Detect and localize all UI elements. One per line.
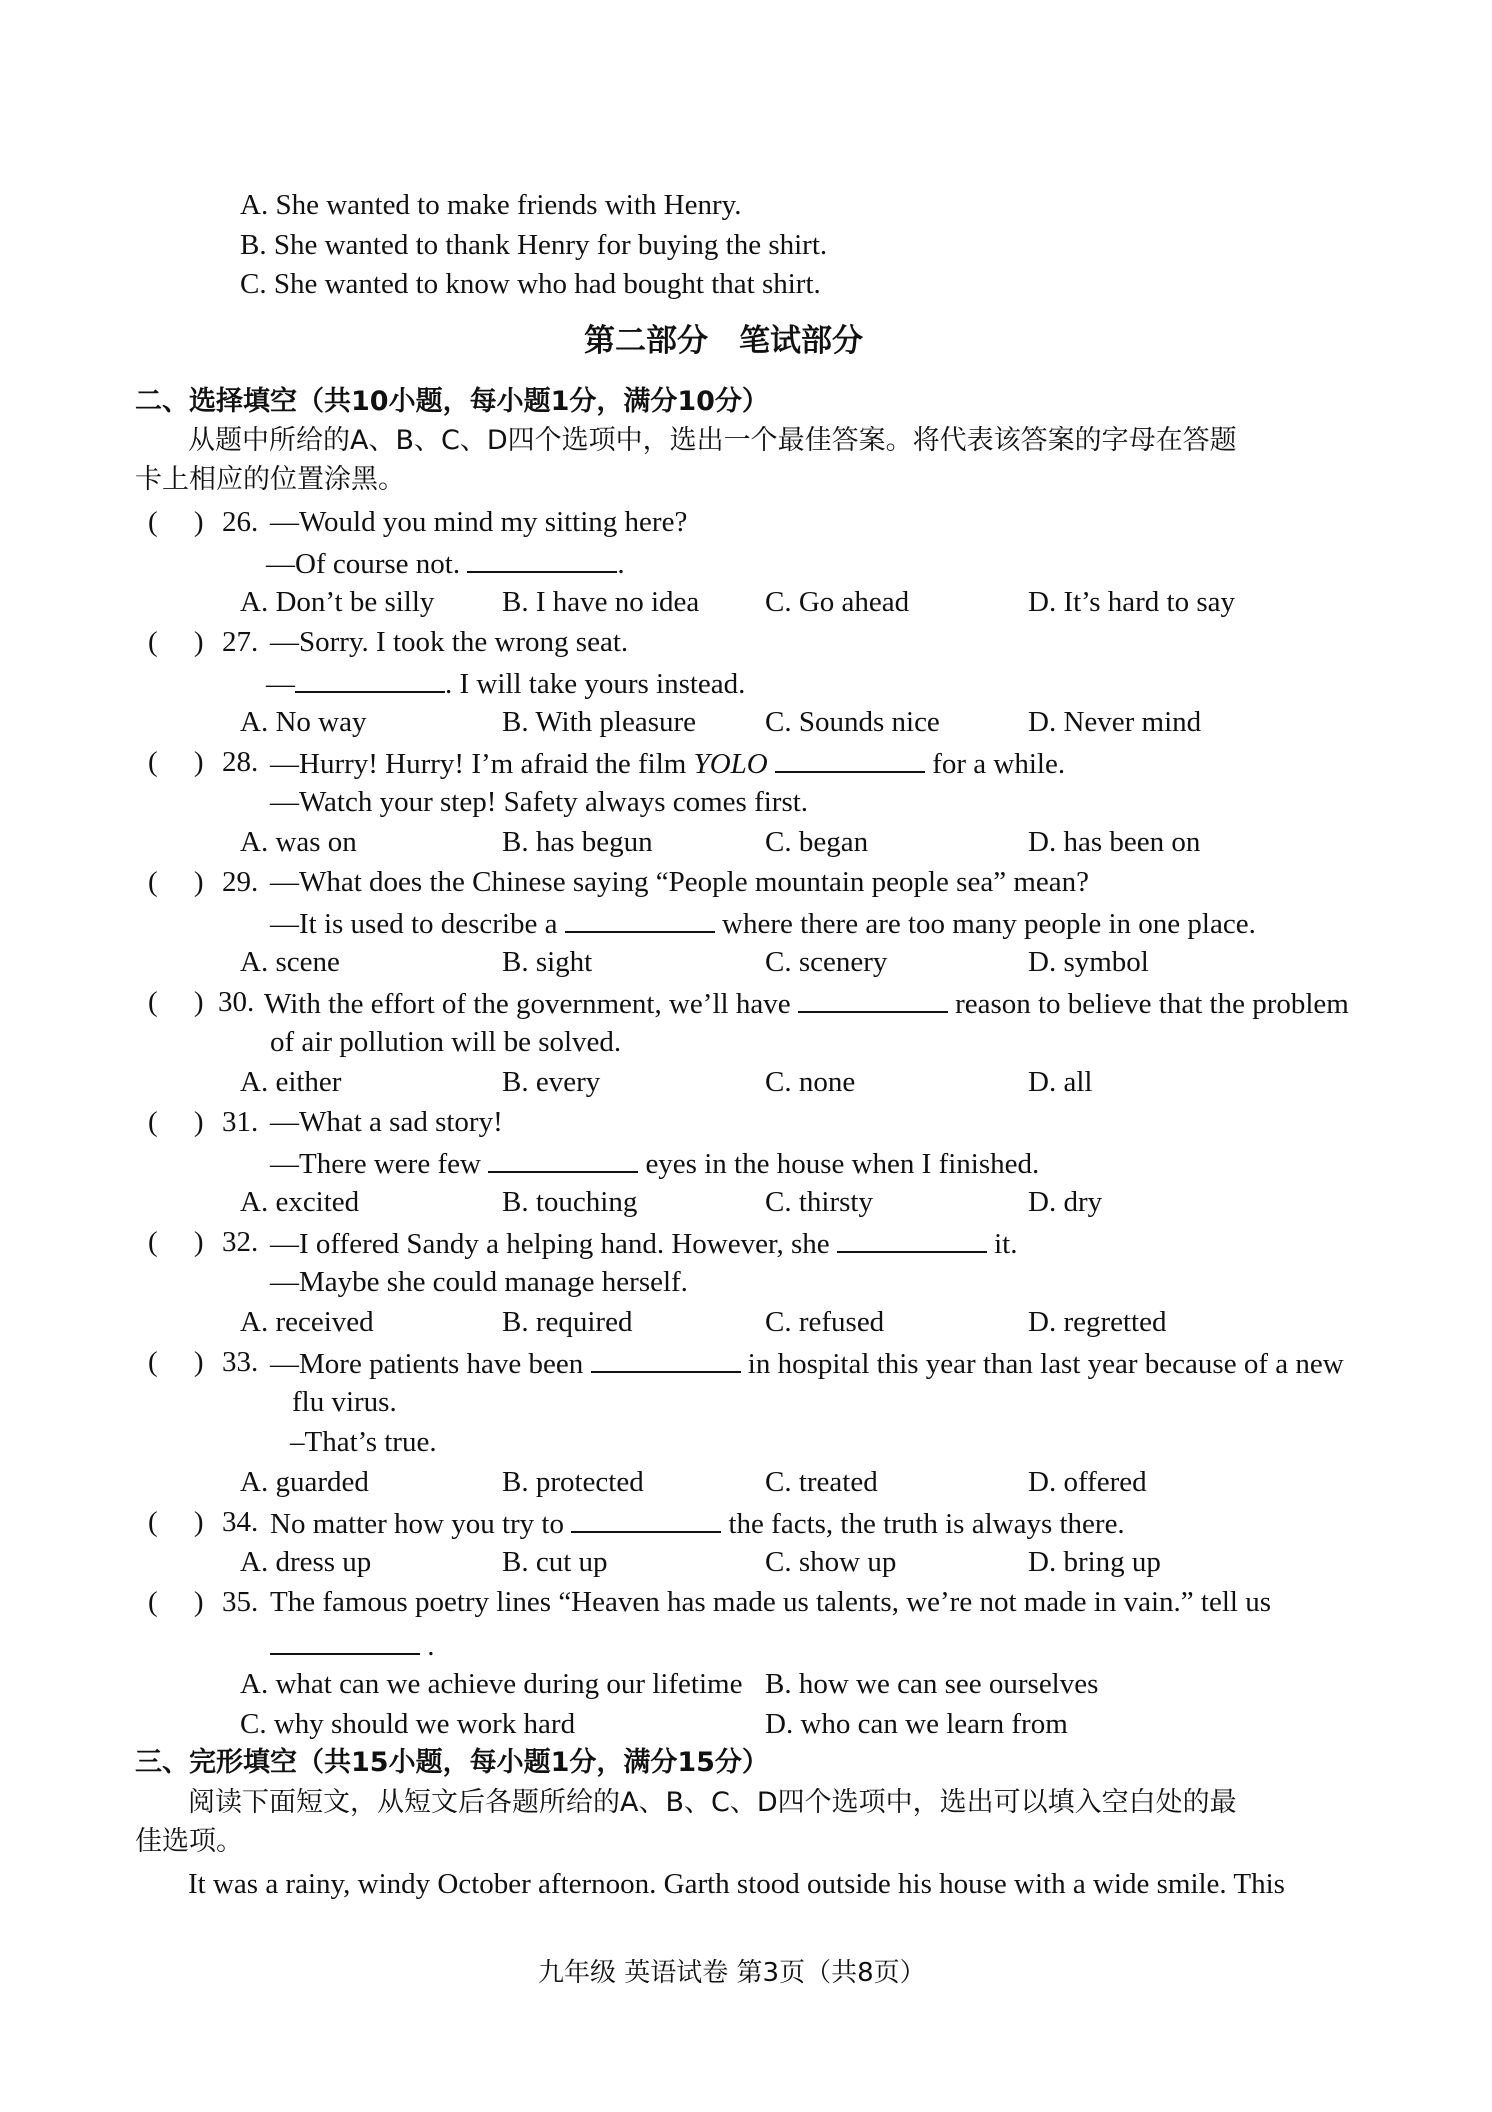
choice-c: C. Sounds nice bbox=[765, 706, 940, 738]
choice-a: A. dress up bbox=[240, 1546, 372, 1578]
choice-d: D. who can we learn from bbox=[765, 1708, 1068, 1740]
question-text: of air pollution will be solved. bbox=[270, 1026, 622, 1058]
answer-blank bbox=[467, 545, 617, 573]
choice-b: B. every bbox=[502, 1066, 601, 1098]
question-text: — . I will take yours instead. bbox=[266, 665, 745, 701]
choice-a: A. was on bbox=[240, 826, 357, 858]
choice-a: A. guarded bbox=[240, 1466, 369, 1498]
question-number: 31. bbox=[222, 1106, 259, 1138]
answer-paren: ( ) bbox=[148, 1106, 204, 1138]
section2-title: 二、选择填空（共10小题，每小题1分，满分10分） bbox=[135, 386, 769, 417]
question-text: —Sorry. I took the wrong seat. bbox=[270, 626, 629, 658]
choice-c: C. thirsty bbox=[765, 1186, 873, 1218]
choice-d: D. Never mind bbox=[1028, 706, 1202, 738]
choice-d: D. bring up bbox=[1028, 1546, 1161, 1578]
answer-blank bbox=[591, 1345, 741, 1373]
answer-blank bbox=[798, 985, 948, 1013]
choice-b: B. I have no idea bbox=[502, 586, 700, 618]
option-c: C. She wanted to know who had bought that shirt. bbox=[240, 268, 821, 300]
choice-b: B. required bbox=[502, 1306, 633, 1338]
question-text: —Maybe she could manage herself. bbox=[270, 1266, 688, 1298]
choice-d: D. has been on bbox=[1028, 826, 1201, 858]
answer-paren: ( ) bbox=[148, 1586, 204, 1618]
question-number: 27. bbox=[222, 626, 259, 658]
section3-instruction: 阅读下面短文，从短文后各题所给的A、B、C、D四个选项中，选出可以填入空白处的最 bbox=[188, 1787, 1237, 1818]
choice-a: A. scene bbox=[240, 946, 340, 978]
question-text: —Of course not. . bbox=[266, 545, 625, 581]
choice-d: D. symbol bbox=[1028, 946, 1149, 978]
choice-c: C. show up bbox=[765, 1546, 897, 1578]
choice-c: C. Go ahead bbox=[765, 586, 910, 618]
question-text: —There were few eyes in the house when I finished. bbox=[270, 1145, 1039, 1181]
choice-b: B. how we can see ourselves bbox=[765, 1668, 1099, 1700]
question-number: 32. bbox=[222, 1226, 259, 1258]
choice-c: C. began bbox=[765, 826, 869, 858]
answer-blank bbox=[270, 1627, 420, 1655]
option-a: A. She wanted to make friends with Henry. bbox=[240, 189, 742, 221]
choice-a: A. either bbox=[240, 1066, 342, 1098]
choice-d: D. regretted bbox=[1028, 1306, 1167, 1338]
question-text: flu virus. bbox=[292, 1386, 397, 1418]
answer-blank bbox=[295, 665, 445, 693]
question-text: —What does the Chinese saying “People mountain people sea” mean? bbox=[270, 866, 1089, 898]
answer-blank bbox=[565, 905, 715, 933]
answer-paren: ( ) bbox=[148, 986, 204, 1018]
answer-blank bbox=[488, 1145, 638, 1173]
choice-a: A. excited bbox=[240, 1186, 360, 1218]
answer-paren: ( ) bbox=[148, 626, 204, 658]
choice-c: C. none bbox=[765, 1066, 856, 1098]
section2-instruction-cont: 卡上相应的位置涂黑。 bbox=[135, 464, 405, 495]
question-text: The famous poetry lines “Heaven has made us talents, we’re not made in vain.” tell us bbox=[270, 1586, 1271, 1618]
question-number: 34. bbox=[222, 1506, 259, 1538]
choice-a: A. received bbox=[240, 1306, 374, 1338]
choice-b: B. sight bbox=[502, 946, 593, 978]
question-text: —Watch your step! Safety always comes first. bbox=[270, 786, 809, 818]
question-text: —More patients have been in hospital this year than last year because of a new bbox=[270, 1345, 1344, 1381]
choice-b: B. With pleasure bbox=[502, 706, 697, 738]
choice-d: D. offered bbox=[1028, 1466, 1147, 1498]
choice-b: B. protected bbox=[502, 1466, 644, 1498]
choice-c: C. scenery bbox=[765, 946, 888, 978]
question-number: 26. bbox=[222, 506, 259, 538]
question-text: —Would you mind my sitting here? bbox=[270, 506, 688, 538]
page-footer: 九年级 英语试卷 第3页（共8页） bbox=[538, 1958, 926, 1988]
answer-paren: ( ) bbox=[148, 1506, 204, 1538]
answer-paren: ( ) bbox=[148, 866, 204, 898]
answer-paren: ( ) bbox=[148, 506, 204, 538]
choice-a: A. No way bbox=[240, 706, 367, 738]
choice-c: C. why should we work hard bbox=[240, 1708, 576, 1740]
choice-b: B. cut up bbox=[502, 1546, 608, 1578]
choice-d: D. all bbox=[1028, 1066, 1093, 1098]
part-title: 第二部分 笔试部分 bbox=[584, 323, 863, 359]
choice-a: A. Don’t be silly bbox=[240, 586, 435, 618]
choice-b: B. has begun bbox=[502, 826, 653, 858]
choice-c: C. refused bbox=[765, 1306, 885, 1338]
answer-blank bbox=[775, 745, 925, 773]
choice-d: D. It’s hard to say bbox=[1028, 586, 1235, 618]
choice-c: C. treated bbox=[765, 1466, 878, 1498]
section2-instruction: 从题中所给的A、B、C、D四个选项中，选出一个最佳答案。将代表该答案的字母在答题 bbox=[188, 425, 1237, 456]
question-number: 28. bbox=[222, 746, 259, 778]
section3-title: 三、完形填空（共15小题，每小题1分，满分15分） bbox=[135, 1747, 769, 1778]
choice-d: D. dry bbox=[1028, 1186, 1103, 1218]
question-text: —Hurry! Hurry! I’m afraid the film YOLO for a while. bbox=[270, 745, 1065, 781]
question-number: 33. bbox=[222, 1346, 259, 1378]
question-text: With the effort of the government, we’ll have reason to believe that the problem bbox=[264, 985, 1349, 1021]
option-b: B. She wanted to thank Henry for buying the shirt. bbox=[240, 229, 828, 261]
question-text: –That’s true. bbox=[290, 1426, 437, 1458]
question-text: . bbox=[270, 1627, 435, 1663]
answer-blank bbox=[837, 1225, 987, 1253]
question-text: No matter how you try to the facts, the truth is always there. bbox=[270, 1505, 1125, 1541]
answer-paren: ( ) bbox=[148, 1346, 204, 1378]
answer-blank bbox=[571, 1505, 721, 1533]
question-number: 29. bbox=[222, 866, 259, 898]
question-number: 35. bbox=[222, 1586, 259, 1618]
passage-text: It was a rainy, windy October afternoon. Garth stood outside his house with a wide smile. This bbox=[188, 1868, 1285, 1900]
choice-b: B. touching bbox=[502, 1186, 638, 1218]
question-number: 30. bbox=[218, 986, 255, 1018]
answer-paren: ( ) bbox=[148, 1226, 204, 1258]
question-text: —It is used to describe a where there are too many people in one place. bbox=[270, 905, 1256, 941]
answer-paren: ( ) bbox=[148, 746, 204, 778]
question-text: —What a sad story! bbox=[270, 1106, 503, 1138]
choice-a: A. what can we achieve during our lifetime bbox=[240, 1668, 743, 1700]
section3-instruction-cont: 佳选项。 bbox=[135, 1826, 243, 1857]
question-text: —I offered Sandy a helping hand. However, she it. bbox=[270, 1225, 1017, 1261]
